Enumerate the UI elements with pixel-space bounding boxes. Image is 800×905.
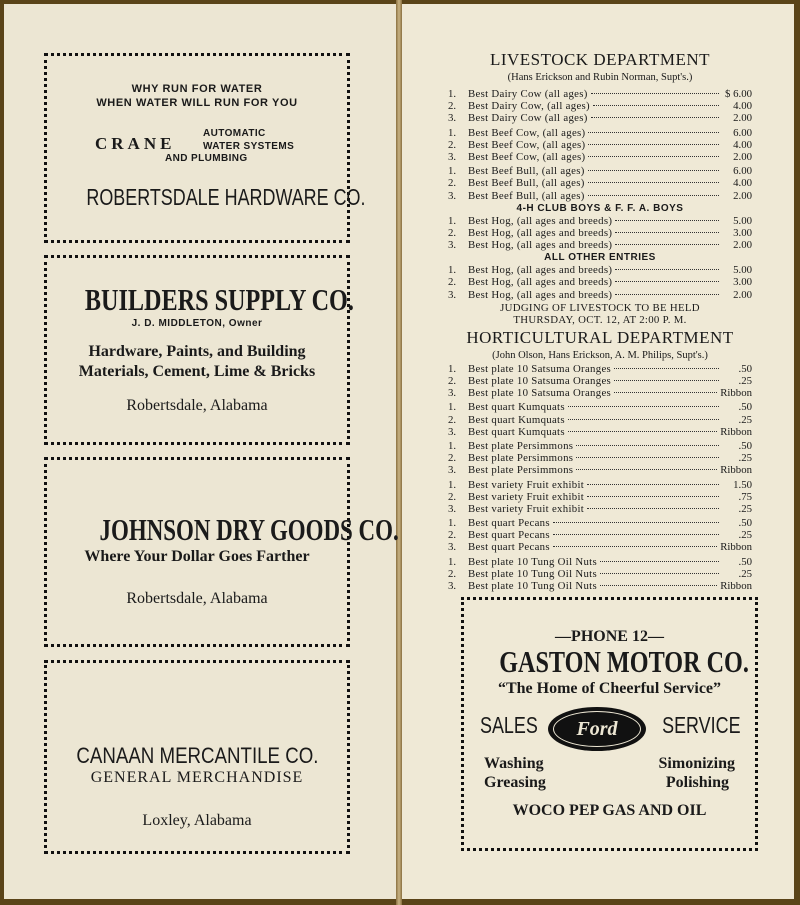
entry-number: 1. <box>448 401 457 414</box>
entry-label: Best plate 10 Satsuma Oranges <box>468 362 612 375</box>
entry-number: 1. <box>448 214 457 227</box>
crane-ad <box>44 53 366 243</box>
entry-prize: .25 <box>738 375 752 387</box>
dot-leader <box>588 182 719 183</box>
entry-label: Best plate Persimmons <box>468 452 574 465</box>
entry-number: 3. <box>448 288 457 301</box>
entry-number: 3. <box>448 239 457 252</box>
entry-label: Best Hog, (all ages and breeds) <box>468 226 613 239</box>
entry-prize: 6.00 <box>733 165 752 178</box>
dot-leader <box>588 132 719 133</box>
canaan-company: CANAAN MERCANTILE CO. <box>75 743 319 768</box>
entry-label: Best variety Fruit exhibit <box>468 502 585 515</box>
dot-leader <box>553 534 719 535</box>
entry-prize: .50 <box>738 362 752 375</box>
entry-row <box>448 239 752 251</box>
gaston-company: GASTON MOTOR CO. <box>499 644 749 679</box>
livestock-supts: (Hans Erickson and Rubin Norman, Supt's.) <box>507 72 693 83</box>
entry-number: 1. <box>448 478 457 491</box>
group-heading: ALL OTHER ENTRIES <box>544 252 656 264</box>
entry-row <box>448 387 752 399</box>
entry-prize: 6.00 <box>733 126 752 139</box>
entry-number: 1. <box>448 165 457 178</box>
entry-number: 2. <box>448 276 457 289</box>
entry-prize: $ 6.00 <box>725 88 752 100</box>
entry-label: Best Dairy Cow (all ages) <box>468 112 588 125</box>
livestock-section <box>448 50 752 592</box>
entry-label: Best Beef Bull, (all ages) <box>468 177 585 190</box>
builders-line2: Materials, Cement, Lime & Bricks <box>78 363 316 380</box>
dot-leader <box>588 195 719 196</box>
builders-city: Robertsdale, Alabama <box>126 397 268 414</box>
entry-row <box>448 556 752 568</box>
entry-number: 1. <box>448 517 457 530</box>
entry-label: Best Beef Cow, (all ages) <box>468 126 586 139</box>
entry-label: Best quart Kumquats <box>468 413 565 426</box>
gaston-service: SERVICE <box>662 712 741 738</box>
johnson-company-wrap <box>47 512 399 548</box>
dot-leader <box>553 546 717 547</box>
dot-leader <box>576 457 719 458</box>
entry-label: Best plate Persimmons <box>468 464 574 477</box>
gaston-sales-wrap <box>480 712 554 739</box>
gaston-company-wrap <box>464 644 755 680</box>
crane-tag1: AUTOMATIC <box>203 128 266 139</box>
entry-label: Best plate 10 Satsuma Oranges <box>468 375 612 387</box>
entry-row <box>448 112 752 124</box>
gaston-ad <box>461 597 758 851</box>
entry-number: 1. <box>448 439 457 452</box>
entry-prize: .50 <box>738 555 752 568</box>
entry-number: 3. <box>448 189 457 202</box>
entry-row <box>448 503 752 515</box>
entry-row <box>448 401 752 413</box>
entry-row <box>448 452 752 464</box>
canaan-company-wrap <box>47 743 347 769</box>
gaston-service-wrap <box>640 712 741 739</box>
entry-number: 1. <box>448 88 457 100</box>
builders-line1: Hardware, Paints, and Building <box>88 343 306 360</box>
entry-prize: 1.50 <box>733 478 752 491</box>
builders-owner: J. D. MIDDLETON, Owner <box>131 318 263 329</box>
dot-leader <box>591 117 719 118</box>
crane-company-wrap <box>47 184 366 211</box>
dot-leader <box>568 419 719 420</box>
dot-leader <box>553 522 719 523</box>
dot-leader <box>568 406 719 407</box>
builders-ad <box>44 255 354 445</box>
entry-label: Best quart Kumquats <box>468 401 565 414</box>
entry-prize: 4.00 <box>733 100 752 113</box>
entry-label: Best Beef Cow, (all ages) <box>468 138 586 151</box>
entry-row <box>448 363 752 375</box>
entry-label: Best plate 10 Tung Oil Nuts <box>468 567 597 580</box>
entry-row <box>448 491 752 503</box>
entry-prize: .25 <box>738 413 752 426</box>
entry-prize: 4.00 <box>733 177 752 190</box>
entry-prize: 3.00 <box>733 276 752 289</box>
entry-prize: 5.00 <box>733 214 752 227</box>
crane-tag2: WATER SYSTEMS <box>203 141 295 152</box>
livestock-list <box>448 88 752 301</box>
entry-prize: 5.00 <box>733 264 752 277</box>
entry-prize: Ribbon <box>720 580 752 592</box>
entry-number: 3. <box>448 112 457 125</box>
entry-number: 2. <box>448 177 457 190</box>
horticultural-list <box>448 363 752 592</box>
entry-row <box>448 264 752 276</box>
horticultural-title: HORTICULTURAL DEPARTMENT <box>466 327 734 347</box>
crane-brand: CRANE <box>95 134 176 153</box>
entry-row <box>448 568 752 580</box>
canaan-sub: GENERAL MERCHANDISE <box>90 769 304 786</box>
gaston-polishing: Polishing <box>665 774 729 791</box>
entry-prize: .75 <box>738 490 752 503</box>
entry-row <box>448 165 752 177</box>
gaston-slogan: “The Home of Cheerful Service” <box>497 680 722 697</box>
entry-row <box>448 541 752 553</box>
entry-row <box>448 414 752 426</box>
entry-row <box>448 177 752 189</box>
group-heading: 4-H CLUB BOYS & F. F. A. BOYS <box>516 202 684 214</box>
judging-line2: THURSDAY, OCT. 12, AT 2:00 P. M. <box>513 313 687 326</box>
entry-number: 1. <box>448 126 457 139</box>
canaan-city: Loxley, Alabama <box>142 812 252 829</box>
crane-line1: WHY RUN FOR WATER <box>131 83 263 95</box>
dot-leader <box>615 220 719 221</box>
entry-prize: .25 <box>738 502 752 515</box>
entry-number: 1. <box>448 362 457 375</box>
entry-prize: .50 <box>738 401 752 414</box>
entry-number: 2. <box>448 226 457 239</box>
entry-number: 2. <box>448 138 457 151</box>
entry-row <box>448 529 752 541</box>
entry-prize: .50 <box>738 517 752 530</box>
entry-prize: 2.00 <box>733 189 752 202</box>
entry-prize: 4.00 <box>733 138 752 151</box>
dot-leader <box>615 281 719 282</box>
dot-leader <box>615 294 719 295</box>
entry-number: 1. <box>448 264 457 277</box>
entry-label: Best plate Persimmons <box>468 439 574 452</box>
dot-leader <box>591 93 719 94</box>
livestock-title: LIVESTOCK DEPARTMENT <box>489 50 711 69</box>
entry-label: Best Beef Bull, (all ages) <box>468 165 585 178</box>
entry-row <box>448 479 752 491</box>
entry-row <box>448 190 752 202</box>
entry-number: 3. <box>448 387 457 400</box>
entry-number: 1. <box>448 555 457 568</box>
entry-row <box>448 227 752 239</box>
entry-label: Best quart Kumquats <box>468 425 565 438</box>
entry-row <box>448 517 752 529</box>
ford-logo <box>548 707 646 751</box>
entry-prize: Ribbon <box>720 541 752 554</box>
crane-company: ROBERTSDALE HARDWARE CO. <box>86 184 366 210</box>
horticultural-supts: (John Olson, Hans Erickson, A. M. Philips, Supt's.) <box>492 349 708 361</box>
dot-leader <box>587 496 719 497</box>
entry-label: Best Beef Cow, (all ages) <box>468 150 586 163</box>
entry-number: 2. <box>448 375 457 387</box>
entry-number: 2. <box>448 490 457 503</box>
entry-label: Best variety Fruit exhibit <box>468 490 585 503</box>
entry-number: 3. <box>448 425 457 438</box>
dot-leader <box>600 573 719 574</box>
entry-prize: Ribbon <box>720 387 752 400</box>
entry-label: Best quart Pecans <box>468 517 550 530</box>
dot-leader <box>568 431 717 432</box>
entry-label: Best quart Pecans <box>468 541 550 554</box>
entry-label: Best Beef Bull, (all ages) <box>468 189 585 202</box>
entry-label: Best Dairy Cow, (all ages) <box>468 100 590 113</box>
entry-label: Best plate 10 Tung Oil Nuts <box>468 580 597 592</box>
entry-row <box>448 440 752 452</box>
entry-row <box>448 215 752 227</box>
entry-label: Best Hog, (all ages and breeds) <box>468 264 613 277</box>
dot-leader <box>588 144 719 145</box>
entry-prize: Ribbon <box>720 425 752 438</box>
crane-line2: WHEN WATER WILL RUN FOR YOU <box>96 97 298 109</box>
entry-number: 2. <box>448 529 457 542</box>
dot-leader <box>615 232 719 233</box>
entry-label: Best quart Pecans <box>468 529 550 542</box>
entry-prize: 2.00 <box>733 288 752 301</box>
entry-number: 2. <box>448 413 457 426</box>
dot-leader <box>615 269 719 270</box>
builders-company-wrap <box>47 282 354 318</box>
johnson-city: Robertsdale, Alabama <box>126 590 268 607</box>
dot-leader <box>576 445 719 446</box>
gaston-phone: —PHONE 12— <box>555 628 664 645</box>
johnson-company: JOHNSON DRY GOODS CO. <box>99 512 399 547</box>
entry-row <box>448 276 752 288</box>
entry-number: 2. <box>448 452 457 465</box>
entry-prize: .25 <box>738 452 752 465</box>
entry-prize: .25 <box>738 529 752 542</box>
gaston-greasing: Greasing <box>484 774 546 791</box>
dot-leader <box>615 244 719 245</box>
entry-row <box>448 426 752 438</box>
entry-row <box>448 375 752 387</box>
dot-leader <box>588 156 719 157</box>
entry-label: Best Dairy Cow (all ages) <box>468 88 588 100</box>
entry-number: 3. <box>448 150 457 163</box>
entry-row <box>448 100 752 112</box>
dot-leader <box>614 380 719 381</box>
gaston-washing: Washing <box>484 755 544 772</box>
entry-number: 3. <box>448 580 457 592</box>
entry-prize: .25 <box>738 567 752 580</box>
gaston-simonizing: Simonizing <box>658 755 735 772</box>
entry-label: Best Hog, (all ages and breeds) <box>468 288 613 301</box>
dot-leader <box>614 368 719 369</box>
entry-number: 3. <box>448 502 457 515</box>
entry-prize: 2.00 <box>733 239 752 252</box>
dot-leader <box>593 105 719 106</box>
gaston-gas: WOCO PEP GAS AND OIL <box>512 802 707 819</box>
judging-line1: JUDGING OF LIVESTOCK TO BE HELD <box>500 301 700 314</box>
dot-leader <box>587 484 719 485</box>
dot-leader <box>600 561 719 562</box>
entry-number: 3. <box>448 541 457 554</box>
entry-row <box>448 127 752 139</box>
crane-tag3: AND PLUMBING <box>165 153 248 164</box>
entry-prize: 3.00 <box>733 226 752 239</box>
entry-row <box>448 139 752 151</box>
entry-row <box>448 151 752 163</box>
johnson-slogan: Where Your Dollar Goes Farther <box>84 548 310 565</box>
entry-label: Best Hog, (all ages and breeds) <box>468 239 613 252</box>
entry-label: Best plate 10 Tung Oil Nuts <box>468 555 597 568</box>
entry-row <box>448 580 752 592</box>
entry-prize: Ribbon <box>720 464 752 477</box>
canaan-ad <box>44 660 350 854</box>
johnson-ad <box>44 457 399 647</box>
entry-row <box>448 289 752 301</box>
entry-label: Best variety Fruit exhibit <box>468 478 585 491</box>
dot-leader <box>587 508 719 509</box>
entry-label: Best Hog, (all ages and breeds) <box>468 276 613 289</box>
dot-leader <box>588 170 719 171</box>
ford-logo-text: Ford <box>576 717 618 740</box>
entry-label: Best Hog, (all ages and breeds) <box>468 214 613 227</box>
entry-number: 3. <box>448 464 457 477</box>
entry-prize: 2.00 <box>733 112 752 125</box>
entry-prize: 2.00 <box>733 150 752 163</box>
builders-company: BUILDERS SUPPLY CO. <box>84 282 354 317</box>
entry-number: 2. <box>448 100 457 113</box>
gaston-sales: SALES <box>480 712 538 738</box>
dot-leader <box>600 585 717 586</box>
entry-number: 2. <box>448 567 457 580</box>
entry-row <box>448 464 752 476</box>
dot-leader <box>614 392 717 393</box>
entry-label: Best plate 10 Satsuma Oranges <box>468 387 612 400</box>
entry-prize: .50 <box>738 439 752 452</box>
entry-row <box>448 88 752 100</box>
dot-leader <box>576 469 717 470</box>
